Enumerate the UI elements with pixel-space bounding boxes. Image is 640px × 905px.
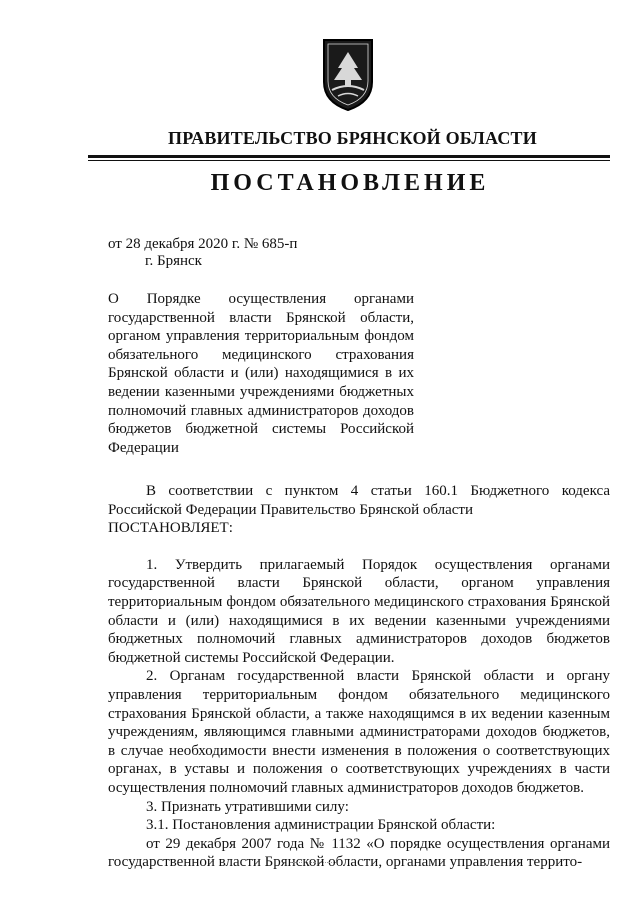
item-2: 2. Органам государственной власти Брянской области и органу управления территориальным фондом обязательного медицинского страхования Брянской области, а также находящимся в их ведении казенным учреждениям, являющимся главными администраторами доходов бюджетов, в случае необходимости внести изменения в положения о соответствующих органах, в уставы и положения о соответствующих учреждениях в части осуществления полномочий главных администраторов доходов бюджетов.	[108, 668, 610, 796]
item-3: 3. Признать утратившими силу:	[146, 798, 349, 815]
item-3-1-entry: от 29 декабря 2007 года № 1132 «О порядке осуществления органами государственной власти Брянской области, органами управления террито-	[108, 835, 610, 871]
document-body	[108, 482, 610, 872]
document-type: ПОСТАНОВЛЕНИЕ	[210, 170, 490, 196]
scan-artifact	[290, 862, 336, 865]
paragraph-gap	[108, 538, 610, 556]
city: г. Брянск	[145, 253, 202, 269]
resolves-heading: ПОСТАНОВЛЯЕТ:	[108, 520, 233, 537]
coat-of-arms-icon	[318, 38, 378, 112]
item-1: 1. Утвердить прилагаемый Порядок осуществления органами государственной власти Брянской области, органом управления территориальным фондом обязательного медицинского страхования Брянской области и (или) находящимися в их ведении казенными учреждениями бюджетных полномочий главных администраторов доходов бюджетов бюджетной системы Российской Федерации.	[108, 556, 610, 666]
header-rule-thin	[88, 160, 610, 161]
date-number: от 28 декабря 2020 г. № 685-п	[108, 236, 298, 252]
organization-title: ПРАВИТЕЛЬСТВО БРЯНСКОЙ ОБЛАСТИ	[168, 128, 537, 148]
preamble-paragraph: В соответствии с пунктом 4 статьи 160.1 Бюджетного кодекса Российской Федерации Правительство Брянской области	[108, 483, 610, 518]
item-3-1: 3.1. Постановления администрации Брянской области:	[146, 817, 496, 834]
header-rule-thick	[88, 155, 610, 158]
document-subject: О Порядке осуществления органами государственной власти Брянской области, органом управления территориальным фондом обязательного медицинского страхования Брянской области и (или) находящимися в их ведении казенными учреждениями бюджетных полномочий главных администраторов доходов бюджетов бюджетной системы Российской Федерации	[108, 291, 414, 456]
